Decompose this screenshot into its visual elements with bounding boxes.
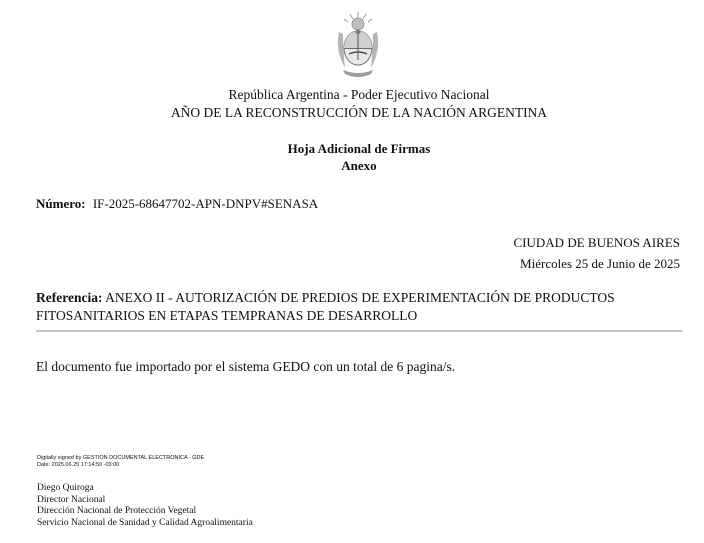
document-number [36, 195, 318, 212]
document-subtitle: Anexo [341, 158, 377, 173]
import-notice: El documento fue importado por el sistema GEDO con un total de 6 pagina/s. [36, 359, 456, 374]
signer-block [37, 483, 253, 529]
reference-label: Referencia: [36, 290, 103, 305]
header-government: República Argentina - Poder Ejecutivo Nacional [228, 87, 490, 102]
reference [36, 289, 686, 325]
signer-name: Diego Quiroga [37, 483, 94, 493]
signer-department: Dirección Nacional de Protección Vegetal [37, 506, 197, 516]
divider [36, 330, 683, 332]
document-title: Hoja Adicional de Firmas [287, 141, 431, 156]
digital-signature-stamp [37, 455, 204, 468]
header-year-motto: AÑO DE LA RECONSTRUCCIÓN DE LA NACIÓN ARGENTINA [170, 105, 548, 120]
document-city: CIUDAD DE BUENOS AIRES [513, 235, 680, 250]
signer-organization: Servicio Nacional de Sanidad y Calidad Agroalimentaria [37, 517, 253, 528]
document-number-label: Número: [36, 196, 86, 211]
digital-signature-signer: Digitally signed by GESTION DOCUMENTAL ELECTRONICA - GDE [37, 455, 205, 461]
reference-text: ANEXO II - AUTORIZACIÓN DE PREDIOS DE EXPERIMENTACIÓN DE PRODUCTOS FITOSANITARIOS EN ETAPAS TEMPRANAS DE DESARROLLO [36, 290, 615, 323]
signer-position: Director Nacional [37, 494, 106, 505]
digital-signature-date: Date: 2025.06.25 17:14:50 -03:00 [37, 461, 120, 468]
document-date: Miércoles 25 de Junio de 2025 [520, 256, 680, 271]
argentina-coat-of-arms-icon [333, 10, 383, 82]
document-number-value: IF-2025-68647702-APN-DNPV#SENASA [92, 196, 319, 211]
